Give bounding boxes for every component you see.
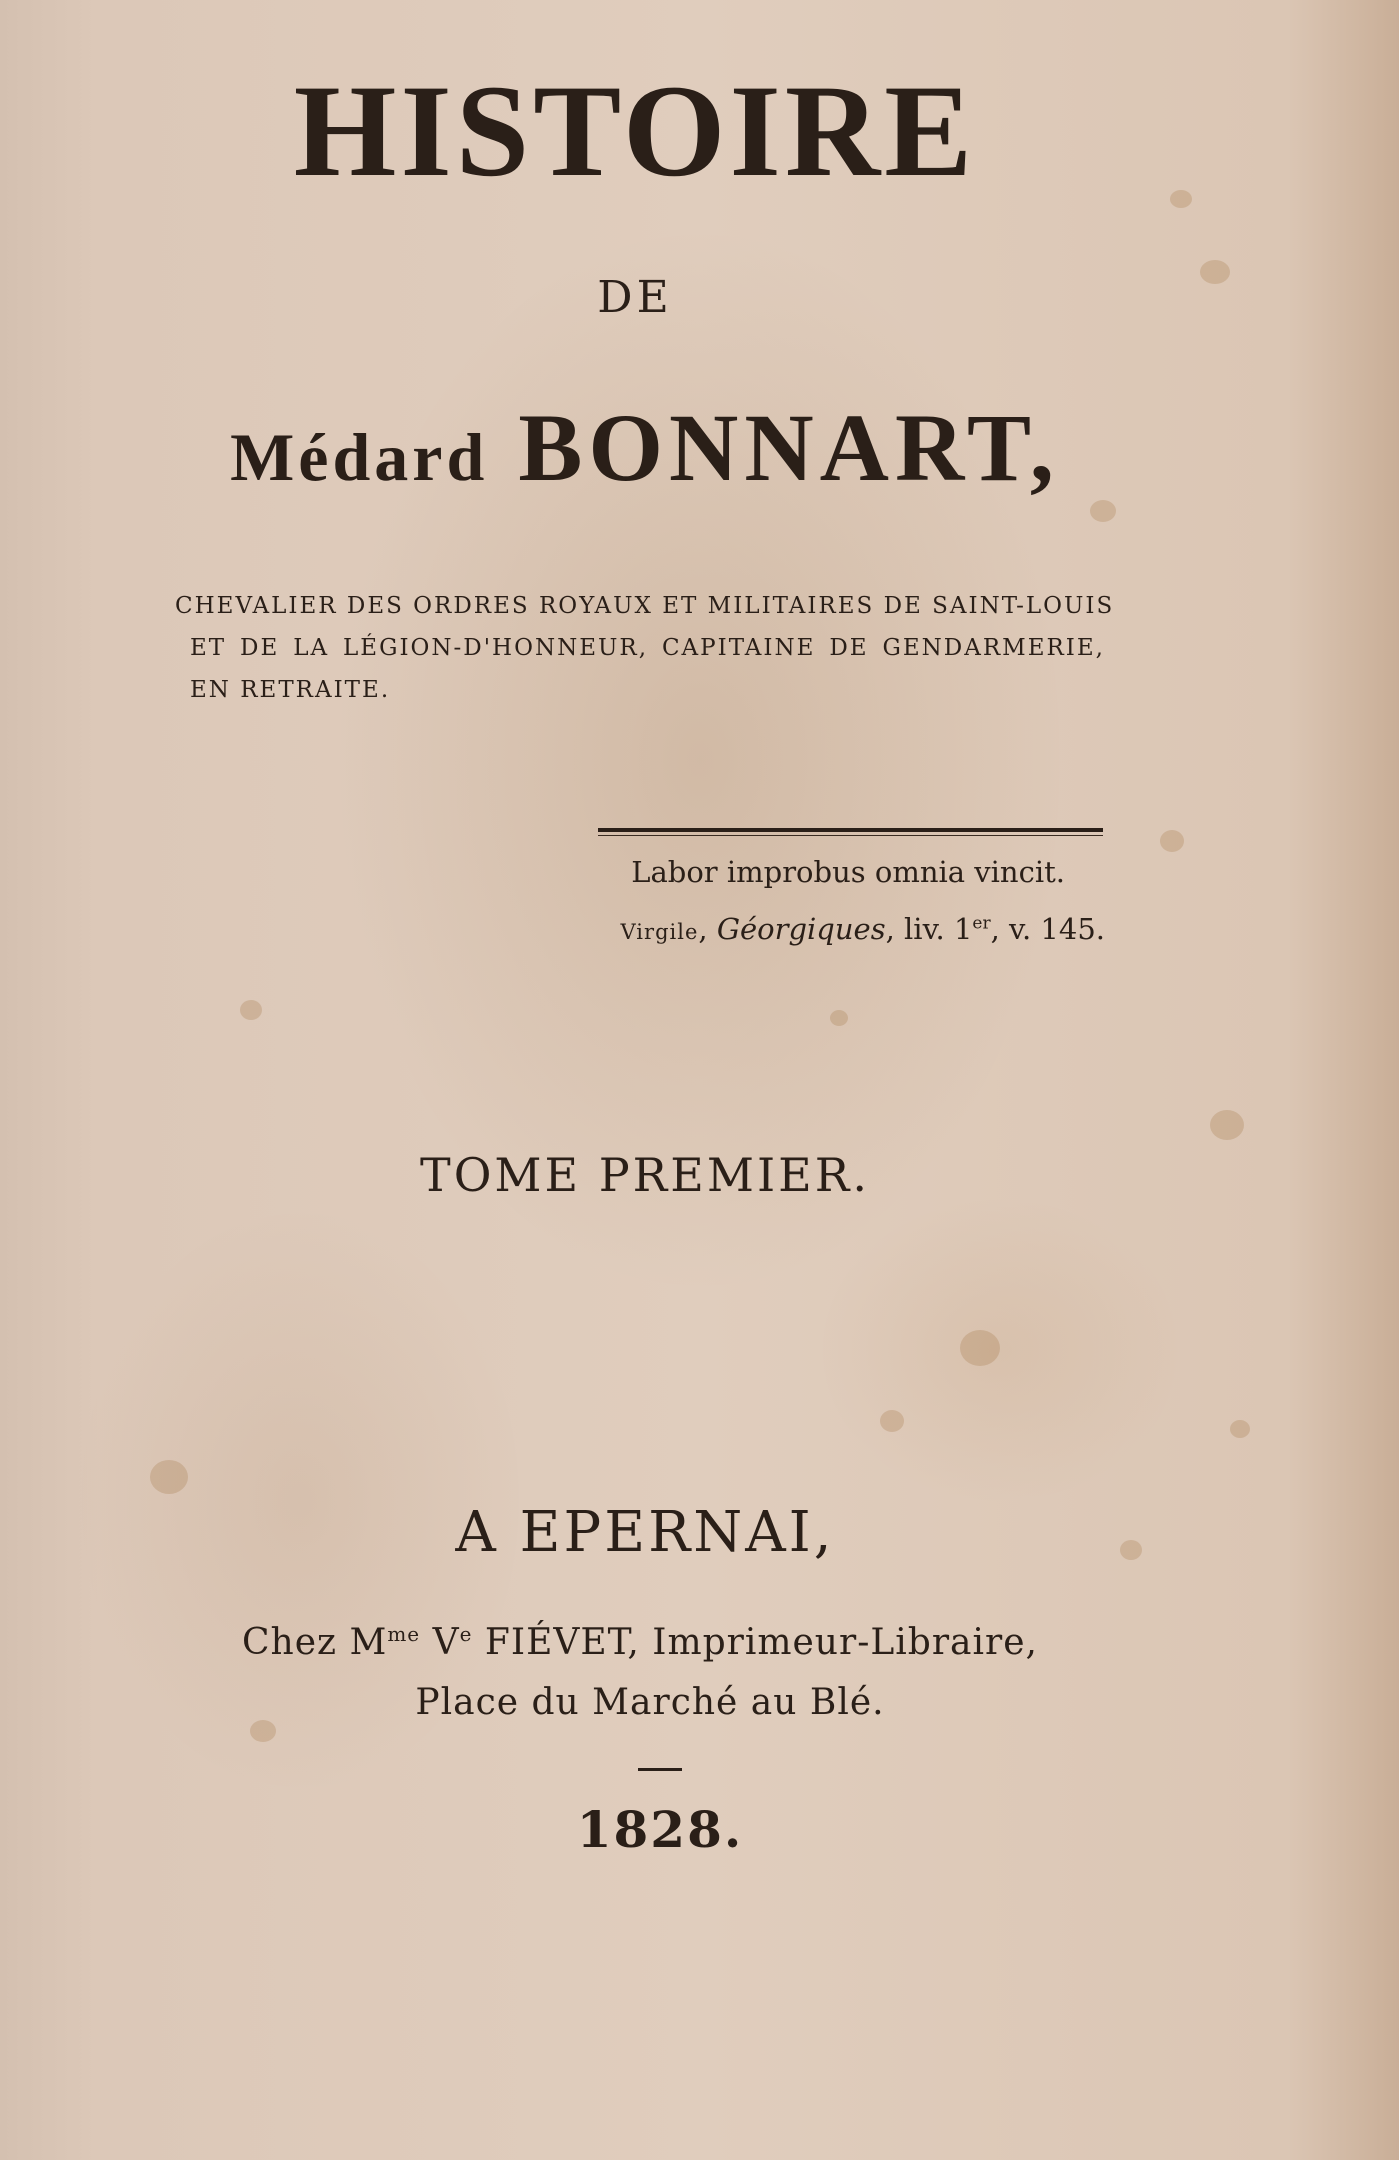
foxing-spot <box>830 1010 848 1026</box>
epigraph-book: , liv. 1 <box>885 912 973 946</box>
epigraph-rule-thin <box>598 835 1103 836</box>
printer-prefix: Chez M <box>242 1622 388 1663</box>
foxing-spot <box>150 1460 188 1494</box>
foxing-spot <box>1200 260 1230 284</box>
epigraph-author: Virgile <box>620 920 699 944</box>
author-name <box>190 394 1100 501</box>
epigraph-verse: , v. 145. <box>990 912 1105 946</box>
epigraph-superscript: er <box>972 913 991 934</box>
epigraph-work: Géorgiques <box>716 912 886 946</box>
foxing-spot <box>1230 1420 1250 1438</box>
qualification-line-2: ET DE LA LÉGION-D'HONNEUR, CAPITAINE DE GENDARMERIE, <box>190 635 1105 661</box>
epigraph-motto: Labor improbus omnia vincit. <box>631 855 1065 889</box>
book-title: HISTOIRE <box>293 57 977 204</box>
printer-middle: V <box>420 1622 460 1663</box>
author-last-name: BONNART, <box>518 394 1060 501</box>
epigraph-separator: , <box>698 912 717 946</box>
foxing-spot <box>880 1410 904 1432</box>
printer-line <box>190 1622 1090 1663</box>
foxing-spot <box>1170 190 1192 208</box>
printer-sup-1: me <box>387 1622 421 1646</box>
foxing-spot <box>240 1000 262 1020</box>
printer-name: FIÉVET, Imprimeur-Libraire, <box>472 1622 1038 1663</box>
printer-address: Place du Marché au Blé. <box>415 1682 885 1723</box>
publication-year: 1828. <box>576 1800 744 1859</box>
epigraph-source <box>585 912 1105 946</box>
printer-sup-2: e <box>459 1622 473 1646</box>
foxing-spot <box>250 1720 276 1742</box>
foxing-spot <box>1160 830 1184 852</box>
foxing-spot <box>1210 1110 1244 1140</box>
volume-label: TOME PREMIER. <box>420 1148 870 1202</box>
epigraph-rule <box>598 828 1103 832</box>
foxing-spot <box>960 1330 1000 1366</box>
foxing-spot <box>1090 500 1116 522</box>
publication-city: A EPERNAI, <box>455 1500 835 1565</box>
imprint-rule <box>638 1768 682 1771</box>
title-preposition: DE <box>597 272 673 323</box>
foxing-spot <box>1120 1540 1142 1560</box>
qualification-line-1: CHEVALIER DES ORDRES ROYAUX ET MILITAIRES DE SAINT-LOUIS <box>175 593 1115 619</box>
qualification-line-3: EN RETRAITE. <box>190 677 391 703</box>
author-qualifications <box>175 593 1115 721</box>
author-first-name: Médard <box>230 419 489 495</box>
